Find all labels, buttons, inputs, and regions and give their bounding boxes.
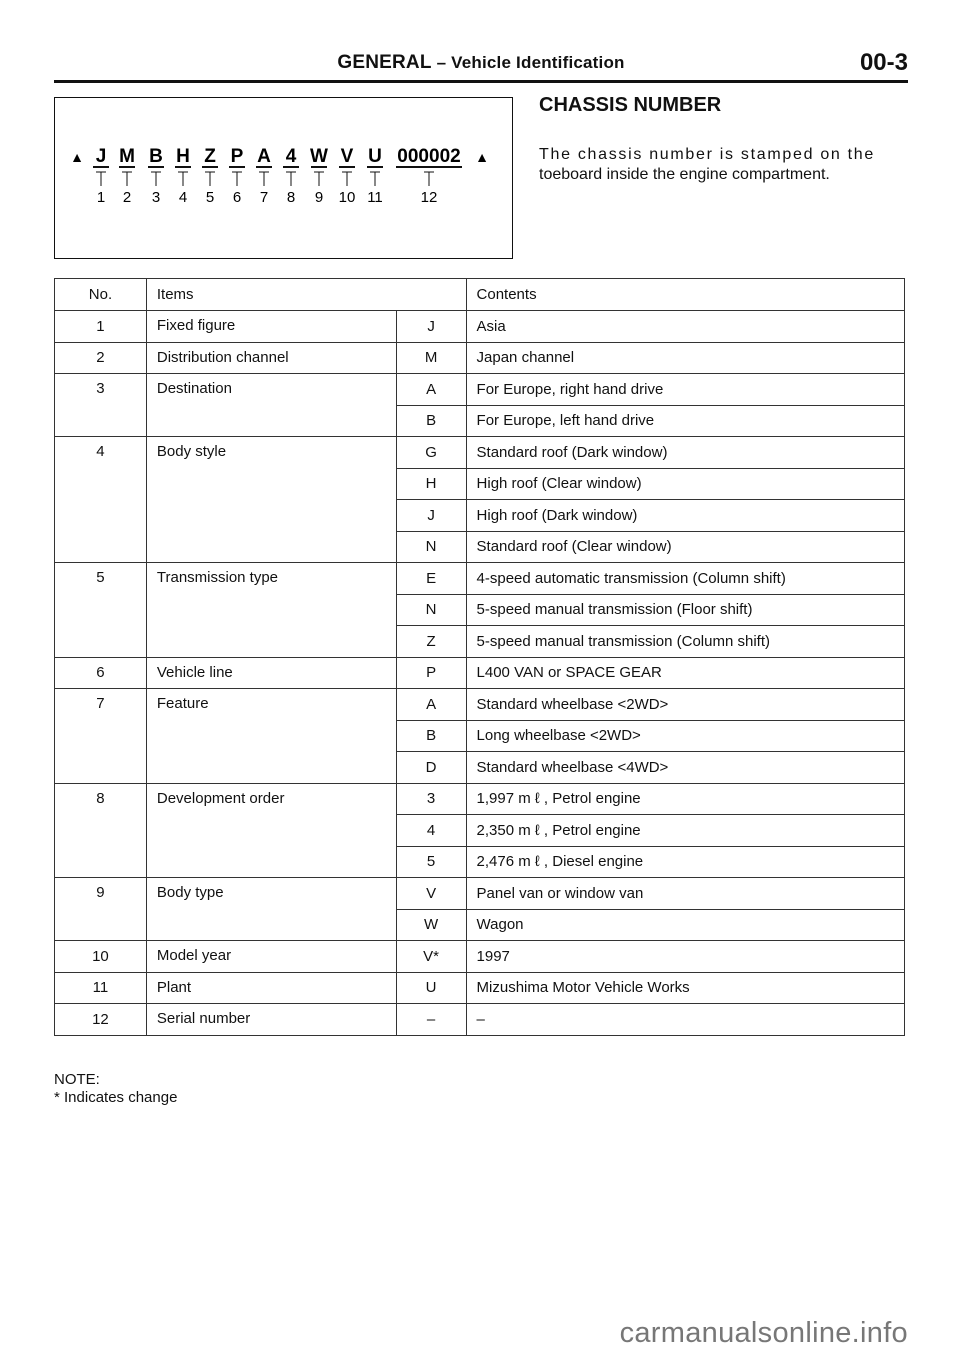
watermark: carmanualsonline.info	[619, 1317, 908, 1349]
cell-content: Wagon	[466, 909, 904, 941]
cell-code: 5	[396, 846, 466, 878]
vin-position-number: 7	[259, 189, 269, 206]
note	[54, 1071, 177, 1107]
cell-code: W	[396, 909, 466, 941]
cell-content: 5-speed manual transmission (Floor shift)	[466, 594, 904, 626]
vin-character: A	[257, 146, 271, 167]
cell-item: Plant	[146, 972, 396, 1004]
cell-item: Destination	[146, 374, 396, 437]
vin-character: 000002	[397, 146, 461, 167]
vin-position-number: 8	[286, 189, 296, 206]
cell-content: Standard roof (Dark window)	[466, 437, 904, 469]
vin-marker-left-icon: ▲	[70, 149, 84, 165]
vin-character: J	[95, 146, 107, 167]
section-title: CHASSIS NUMBER	[539, 94, 722, 116]
cell-no: 9	[55, 878, 147, 941]
cell-item: Distribution channel	[146, 342, 396, 374]
cell-content: –	[466, 1004, 904, 1036]
note-text: * Indicates change	[54, 1089, 178, 1106]
cell-code: G	[396, 437, 466, 469]
vin-position-number: 11	[367, 189, 383, 206]
section-description	[539, 145, 911, 185]
page-header	[54, 48, 908, 83]
table-row	[55, 783, 905, 815]
vin-position-number: 1	[96, 189, 106, 206]
vin-character: U	[368, 146, 382, 167]
cell-item: Body type	[146, 878, 396, 941]
cell-content: High roof (Clear window)	[466, 468, 904, 500]
cell-no: 5	[55, 563, 147, 658]
cell-content: Asia	[466, 311, 904, 343]
cell-code: A	[396, 374, 466, 406]
header-no: No.	[55, 279, 147, 311]
cell-code: V	[396, 878, 466, 910]
vin-position-number: 2	[122, 189, 132, 206]
vin-character: 4	[285, 146, 297, 167]
cell-code: N	[396, 594, 466, 626]
cell-code: 3	[396, 783, 466, 815]
vin-diagram-figure	[55, 98, 514, 260]
cell-item: Fixed figure	[146, 311, 396, 343]
table-header-row	[55, 279, 905, 311]
cell-content: Standard roof (Clear window)	[466, 531, 904, 563]
vin-position-number: 4	[178, 189, 188, 206]
cell-item: Feature	[146, 689, 396, 784]
cell-code: M	[396, 342, 466, 374]
cell-content: 5-speed manual transmission (Column shift)	[466, 626, 904, 658]
cell-content: 1997	[466, 941, 904, 973]
cell-code: J	[396, 311, 466, 343]
vin-character: B	[149, 146, 163, 167]
vin-position-number: 10	[338, 189, 356, 206]
cell-content: Standard wheelbase <4WD>	[466, 752, 904, 784]
cell-code: H	[396, 468, 466, 500]
table-row	[55, 374, 905, 406]
cell-item: Serial number	[146, 1004, 396, 1036]
vin-character: P	[230, 146, 244, 167]
cell-no: 4	[55, 437, 147, 563]
cell-content: For Europe, left hand drive	[466, 405, 904, 437]
vin-position-number: 9	[314, 189, 324, 206]
cell-content: L400 VAN or SPACE GEAR	[466, 657, 904, 689]
cell-code: E	[396, 563, 466, 595]
table-row	[55, 563, 905, 595]
cell-content: Panel van or window van	[466, 878, 904, 910]
vin-character: W	[310, 146, 328, 167]
table-row	[55, 311, 905, 343]
cell-content: Standard wheelbase <2WD>	[466, 689, 904, 721]
cell-content: 2,476 m ℓ , Diesel engine	[466, 846, 904, 878]
vin-position-number: 3	[151, 189, 161, 206]
cell-no: 11	[55, 972, 147, 1004]
table-row	[55, 878, 905, 910]
cell-no: 3	[55, 374, 147, 437]
cell-content: 1,997 m ℓ , Petrol engine	[466, 783, 904, 815]
table-row	[55, 1004, 905, 1036]
note-label: NOTE:	[54, 1071, 100, 1088]
cell-no: 7	[55, 689, 147, 784]
vin-diagram	[54, 97, 513, 259]
vin-character: Z	[204, 146, 216, 167]
cell-content: High roof (Dark window)	[466, 500, 904, 532]
cell-content: 4-speed automatic transmission (Column shift)	[466, 563, 904, 595]
cell-item: Transmission type	[146, 563, 396, 658]
cell-item: Body style	[146, 437, 396, 563]
vin-position-number: 5	[205, 189, 215, 206]
section-description-line-2: toeboard inside the engine compartment.	[539, 166, 830, 183]
cell-content: For Europe, right hand drive	[466, 374, 904, 406]
vin-position-number: 6	[232, 189, 242, 206]
cell-code: A	[396, 689, 466, 721]
cell-code: J	[396, 500, 466, 532]
vin-marker-right-icon: ▲	[475, 149, 489, 165]
page-title-main: GENERAL	[337, 52, 432, 73]
cell-item: Model year	[146, 941, 396, 973]
cell-code: 4	[396, 815, 466, 847]
cell-no: 10	[55, 941, 147, 973]
cell-no: 12	[55, 1004, 147, 1036]
header-contents: Contents	[466, 279, 904, 311]
cell-no: 2	[55, 342, 147, 374]
cell-code: U	[396, 972, 466, 1004]
cell-item: Development order	[146, 783, 396, 878]
header-items: Items	[146, 279, 466, 311]
cell-code: –	[396, 1004, 466, 1036]
vin-character: V	[340, 146, 354, 167]
table-row	[55, 689, 905, 721]
cell-code: B	[396, 405, 466, 437]
cell-item: Vehicle line	[146, 657, 396, 689]
cell-no: 6	[55, 657, 147, 689]
table-row	[55, 972, 905, 1004]
page-number: 00-3	[859, 49, 908, 76]
cell-content: Japan channel	[466, 342, 904, 374]
vin-character: H	[176, 146, 190, 167]
cell-code: Z	[396, 626, 466, 658]
table-row	[55, 941, 905, 973]
vin-character: M	[119, 146, 135, 167]
cell-no: 1	[55, 311, 147, 343]
vin-table	[54, 278, 905, 1036]
cell-code: N	[396, 531, 466, 563]
page-title	[54, 52, 908, 74]
vin-position-number: 12	[420, 189, 438, 206]
table-row	[55, 342, 905, 374]
cell-content: 2,350 m ℓ , Petrol engine	[466, 815, 904, 847]
cell-code: B	[396, 720, 466, 752]
cell-content: Mizushima Motor Vehicle Works	[466, 972, 904, 1004]
page-title-sub: – Vehicle Identification	[431, 53, 625, 72]
cell-code: V*	[396, 941, 466, 973]
table-row	[55, 437, 905, 469]
cell-code: D	[396, 752, 466, 784]
cell-no: 8	[55, 783, 147, 878]
cell-content: Long wheelbase <2WD>	[466, 720, 904, 752]
table-row	[55, 657, 905, 689]
cell-code: P	[396, 657, 466, 689]
section-description-line-1: The chassis number is stamped on the	[539, 146, 876, 163]
